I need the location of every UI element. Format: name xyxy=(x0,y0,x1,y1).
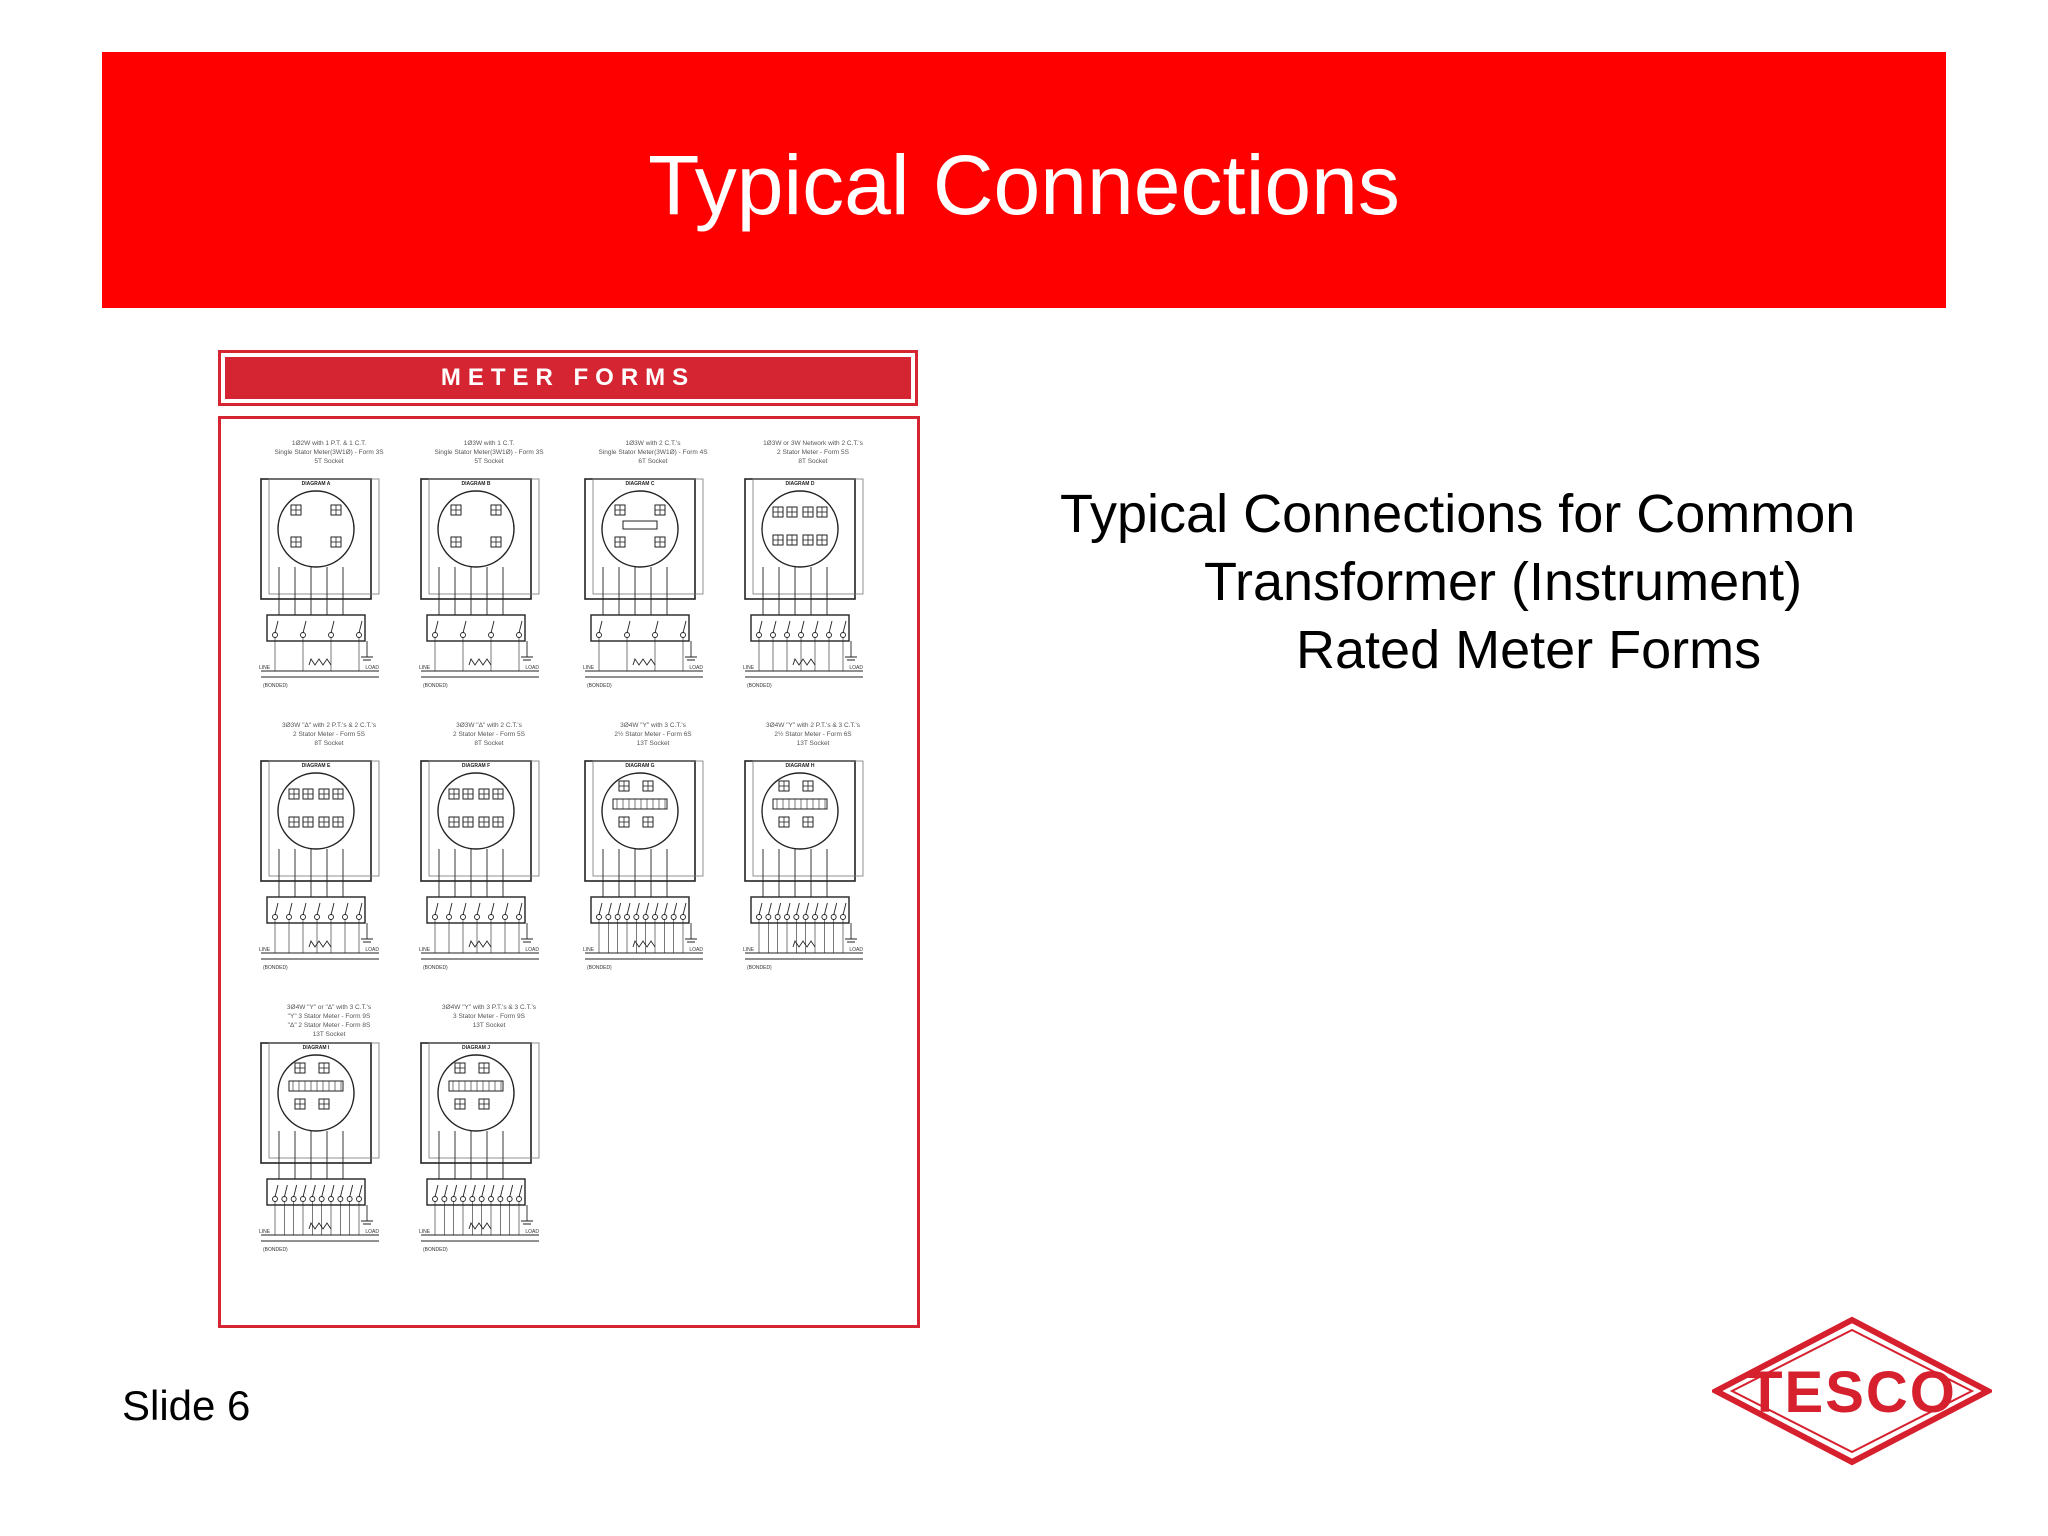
body-line-1: Typical Connections for Common xyxy=(1060,484,1856,544)
wiring-diagram xyxy=(573,475,733,705)
wiring-diagram xyxy=(249,1039,409,1269)
diagram-text: (BONDED) xyxy=(263,1247,288,1253)
diagram-label: DIAGRAM F xyxy=(461,763,491,769)
diagram-text: (BONDED) xyxy=(587,683,612,689)
wiring-diagram xyxy=(249,475,409,705)
diagram-text: LOAD xyxy=(525,947,539,953)
diagram-caption: 1Ø3W or 3W Network with 2 C.T.'s 2 Stator Meter - Form 5S 8T Socket xyxy=(763,440,863,465)
diagram-text: LOAD xyxy=(525,665,539,671)
diagram-text: LINE xyxy=(743,665,755,671)
diagram-label: DIAGRAM A xyxy=(301,481,331,487)
diagram-text: LINE xyxy=(419,947,431,953)
diagram-caption: 3Ø4W "Y" or "Δ" with 3 C.T.'s "Y" 3 Stator Meter - Form 9S "Δ" 2 Stator Meter - Form 8S 13T Socket xyxy=(286,1004,372,1038)
figure-header-band xyxy=(225,357,911,399)
figure-header-text: METER FORMS xyxy=(440,364,696,391)
diagram-label: DIAGRAM C xyxy=(625,481,655,487)
meter-diagram xyxy=(409,1003,569,1269)
slide-title: Typical Connections xyxy=(648,138,1400,232)
diagram-caption: 3Ø4W "Y" with 2 P.T.'s & 3 C.T.'s 2½ Stator Meter - Form 6S 13T Socket xyxy=(765,722,861,747)
diagram-caption: 1Ø2W with 1 P.T. & 1 C.T. Single Stator Meter(3W1Ø) - Form 3S 5T Socket xyxy=(274,440,384,465)
diagram-text: LOAD xyxy=(365,665,379,671)
diagram-text: (BONDED) xyxy=(747,683,772,689)
meter-diagram xyxy=(249,721,409,987)
body-line-3: Rated Meter Forms xyxy=(1296,620,1762,680)
diagram-text: LOAD xyxy=(365,1229,379,1235)
diagram-text: (BONDED) xyxy=(423,965,448,971)
diagram-text: LINE xyxy=(419,1229,431,1235)
diagram-text: LINE xyxy=(583,665,595,671)
diagram-text: LOAD xyxy=(525,1229,539,1235)
diagram-text: (BONDED) xyxy=(747,965,772,971)
body-line-2: Transformer (Instrument) xyxy=(1204,552,1803,612)
diagram-text: (BONDED) xyxy=(423,683,448,689)
diagram-caption: 1Ø3W with 2 C.T.'s Single Stator Meter(3W1Ø) - Form 4S 6T Socket xyxy=(598,440,708,465)
wiring-diagram xyxy=(409,475,569,705)
meter-diagram xyxy=(409,439,569,705)
wiring-diagram xyxy=(733,475,893,705)
diagram-caption: 3Ø4W "Y" with 3 P.T.'s & 3 C.T.'s 3 Stator Meter - Form 9S 13T Socket xyxy=(441,1004,537,1029)
diagram-text: LINE xyxy=(259,947,271,953)
diagram-caption: 3Ø3W "Δ" with 2 C.T.'s 2 Stator Meter - Form 5S 8T Socket xyxy=(453,722,525,747)
diagram-label: DIAGRAM E xyxy=(301,763,331,769)
diagram-label: DIAGRAM B xyxy=(461,481,491,487)
diagram-label: DIAGRAM I xyxy=(302,1045,330,1051)
diagram-text: LINE xyxy=(583,947,595,953)
title-bar xyxy=(102,52,1946,308)
figure-header xyxy=(218,350,918,406)
diagram-text: LOAD xyxy=(365,947,379,953)
diagram-text: LINE xyxy=(259,665,271,671)
tesco-logo xyxy=(1712,1316,1992,1466)
diagram-text: (BONDED) xyxy=(423,1247,448,1253)
meter-diagram xyxy=(249,439,409,705)
figure-body xyxy=(218,416,920,1328)
diagram-text: LINE xyxy=(259,1229,271,1235)
meter-forms-figure xyxy=(218,350,922,1328)
diagram-caption: 1Ø3W with 1 C.T. Single Stator Meter(3W1Ø) - Form 3S 5T Socket xyxy=(434,440,544,465)
meter-diagram xyxy=(733,721,893,987)
wiring-diagram xyxy=(733,757,893,987)
diagram-label: DIAGRAM H xyxy=(785,763,815,769)
diagram-text: LOAD xyxy=(689,947,703,953)
body-text xyxy=(1060,480,2000,684)
wiring-diagram xyxy=(409,1039,569,1269)
meter-diagram xyxy=(733,439,893,705)
meter-diagram xyxy=(409,721,569,987)
meter-diagram xyxy=(249,1003,409,1269)
wiring-diagram xyxy=(409,757,569,987)
diagram-caption: 3Ø4W "Y" with 3 C.T.'s 2½ Stator Meter - Form 6S 13T Socket xyxy=(614,722,692,747)
diagram-text: (BONDED) xyxy=(263,683,288,689)
diagram-label: DIAGRAM J xyxy=(461,1045,491,1051)
diagram-text: (BONDED) xyxy=(587,965,612,971)
meter-diagram xyxy=(573,721,733,987)
wiring-diagram xyxy=(573,757,733,987)
diagram-text: LINE xyxy=(743,947,755,953)
diagram-label: DIAGRAM G xyxy=(625,763,655,769)
meter-diagram xyxy=(573,439,733,705)
diagram-text: LOAD xyxy=(849,947,863,953)
diagram-text: (BONDED) xyxy=(263,965,288,971)
logo-text: TESCO xyxy=(1747,1360,1957,1425)
diagram-label: DIAGRAM D xyxy=(785,481,815,487)
diagram-text: LOAD xyxy=(689,665,703,671)
diagram-caption: 3Ø3W "Δ" with 2 P.T.'s & 2 C.T.'s 2 Stator Meter - Form 5S 8T Socket xyxy=(281,722,377,747)
slide-number: Slide 6 xyxy=(122,1382,251,1429)
wiring-diagram xyxy=(249,757,409,987)
diagram-text: LOAD xyxy=(849,665,863,671)
diagram-text: LINE xyxy=(419,665,431,671)
